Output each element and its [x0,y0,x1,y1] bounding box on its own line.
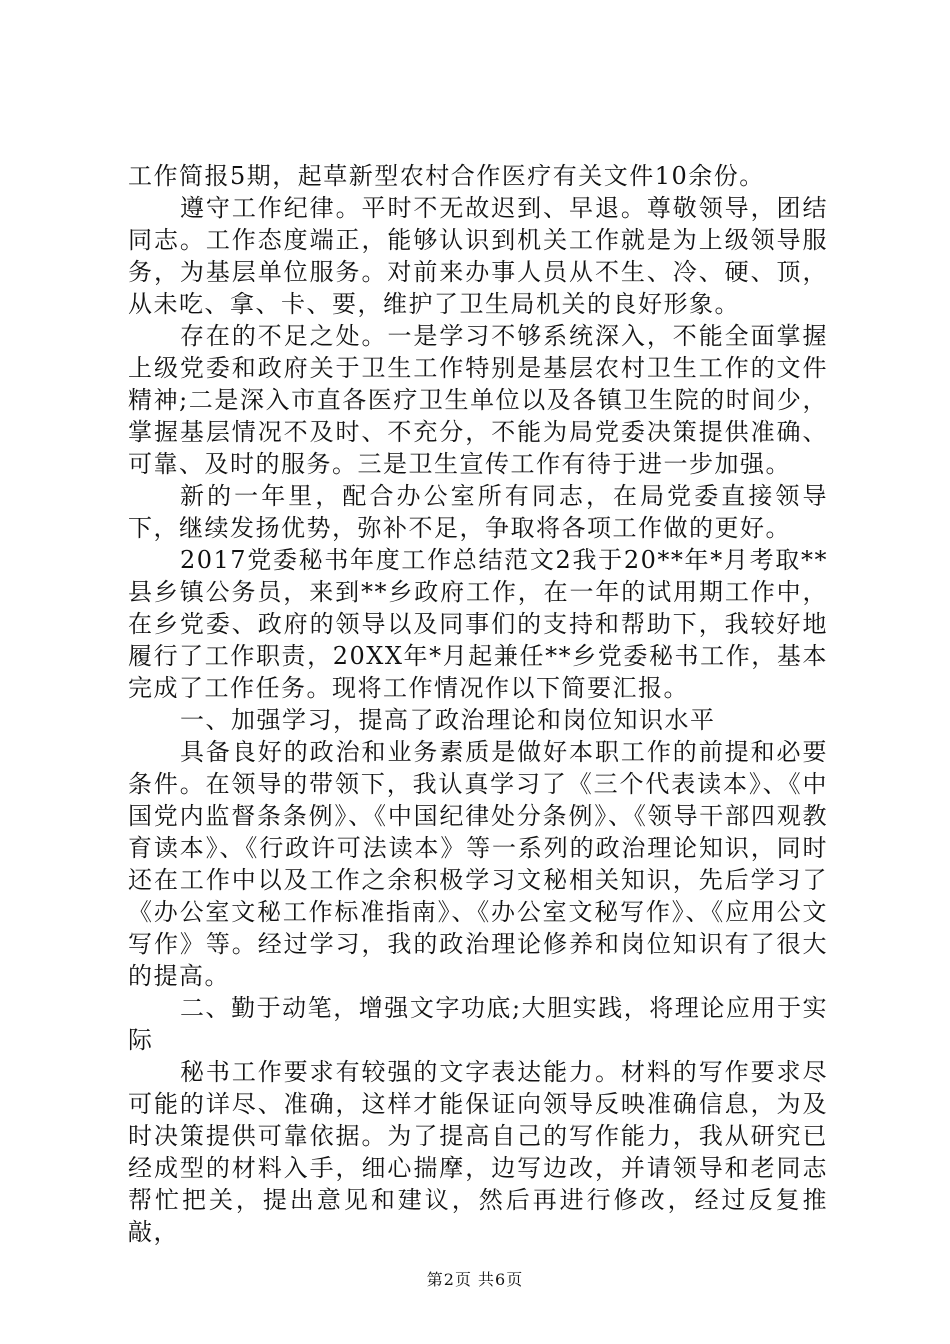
paragraph-study: 具备良好的政治和业务素质是做好本职工作的前提和必要条件。在领导的带领下，我认真学习了《三个代表读本》、《中国党内监督条条例》、《中国纪律处分条例》、《领导干部四观教育读本》、《行政许可法读本》等一系列的政治理论知识，同时还在工作中以及工作之余积极学习文秘相关知识，先后学习了《办公室文秘工作标准指南》、《办公室文秘写作》、《应用公文写作》等。经过学习，我的政治理论修养和岗位知识有了很大的提高。 [128,738,828,990]
paragraph-writing: 秘书工作要求有较强的文字表达能力。材料的写作要求尽可能的详尽、准确，这样才能保证向领导反映准确信息，为及时决策提供可靠依据。为了提高自己的写作能力，我从研究已经成型的材料入手，细心揣摩，边写边改，并请领导和老同志帮忙把关，提出意见和建议，然后再进行修改，经过反复推敲， [128,1058,828,1246]
paragraph-work-discipline: 遵守工作纪律。平时不无故迟到、早退。尊敬领导，团结同志。工作态度端正，能够认识到机关工作就是为上级领导服务，为基层单位服务。对前来办事人员从不生、冷、硬、顶，从未吃、拿、卡、要，维护了卫生局机关的良好形象。 [128,194,828,318]
paragraph-continued: 工作简报5期，起草新型农村合作医疗有关文件10余份。 [128,162,765,190]
document-body [128,160,828,1248]
section-heading-2: 二、勤于动笔，增强文字功底;大胆实践，将理论应用于实际 [128,994,828,1054]
paragraph-shortcomings: 存在的不足之处。一是学习不够系统深入，不能全面掌握上级党委和政府关于卫生工作特别是基层农村卫生工作的文件精神;二是深入市直各医疗卫生单位以及各镇卫生院的时间少，掌握基层情况不及时、不充分，不能为局党委决策提供准确、可靠、及时的服务。三是卫生宣传工作有待于进一步加强。 [128,322,828,478]
page-footer: 第2页 共6页 [426,1270,524,1289]
paragraph-new-year: 新的一年里，配合办公室所有同志，在局党委直接领导下，继续发扬优势，弥补不足，争取将各项工作做的更好。 [128,482,828,542]
paragraph-sample-intro: 2017党委秘书年度工作总结范文2我于20**年*月考取**县乡镇公务员，来到**乡政府工作，在一年的试用期工作中，在乡党委、政府的领导以及同事们的支持和帮助下，我较好地履行了工作职责，20XX年*月起兼任**乡党委秘书工作，基本完成了工作任务。现将工作情况作以下简要汇报。 [128,546,828,702]
section-heading-1: 一、加强学习，提高了政治理论和岗位知识水平 [180,706,716,734]
